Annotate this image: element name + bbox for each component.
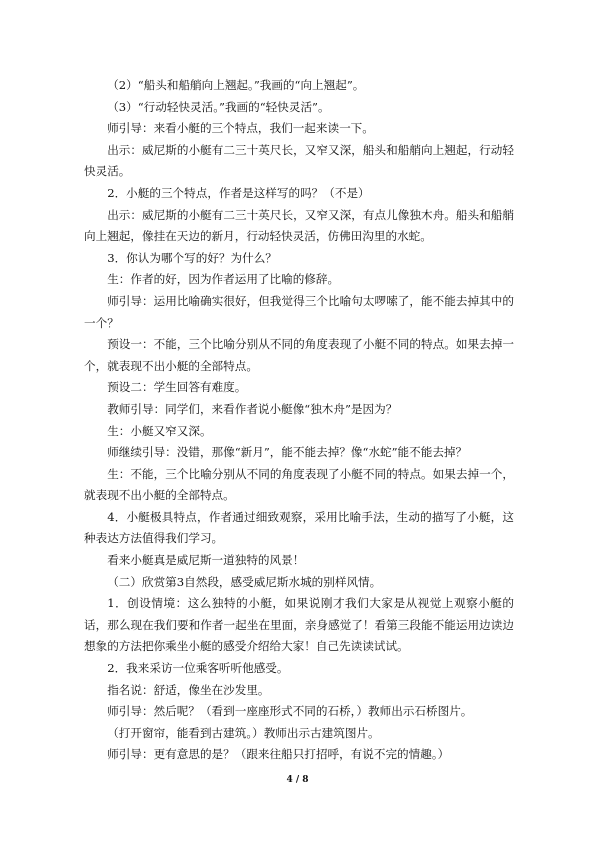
paragraph: （3）“行动轻快灵活。”我画的“轻快灵活”。 [107,99,330,114]
paragraph: 师继续引导：没错，那像“新月”，能不能去掉？像“水蛇”能不能去掉？ [107,445,468,460]
paragraph: 预设二：学生回答有难度。 [107,380,247,395]
page-number: 4 / 8 [286,775,309,785]
paragraph: 看来小艇真是威尼斯一道独特的风景！ [107,553,305,568]
paragraph: 师引导：运用比喻确实很好，但我觉得三个比喻句太啰嗦了，能不能去掉其中的一个？ [84,293,514,330]
paragraph: 3．你认为哪个写的好？为什么？ [107,250,277,265]
section-heading: （二）欣赏第3自然段，感受威尼斯水城的别样风情。 [107,574,382,589]
paragraph: 预设一：不能，三个比喻分别从不同的角度表现了小艇不同的特点。如果去掉一个，就表现不出小艇的全部特点。 [84,337,514,373]
page-body [84,75,514,766]
paragraph: 指名说：舒适，像坐在沙发里。 [107,682,270,697]
paragraph: 4．小艇极具特点，作者通过细致观察，采用比喻手法，生动的描写了小艇，这种表达方法值得我们学习。 [84,509,514,546]
paragraph: 师引导：更有意思的是？（跟来往船只打招呼，有说不完的情趣。） [107,747,450,762]
paragraph: 生：不能，三个比喻分别从不同的角度表现了小艇不同的特点。如果去掉一个，就表现不出小艇的全部特点。 [84,466,514,503]
paragraph: 生：小艇又窄又深。 [107,423,212,438]
paragraph: 1．创设情境：这么独特的小艇，如果说刚才我们大家是从视觉上观察小艇的话，那么现在我们要和作者一起坐在里面，亲身感觉了！看第三段能不能运用边读边想象的方法把你乘坐小艇的感受介绍给大家！自己先读读试试。 [84,596,514,654]
paragraph: （2）“船头和船艄向上翘起。”我画的“向上翘起”。 [107,78,365,92]
paragraph: 2．小艇的三个特点，作者是这样写的吗？（不是） [107,185,370,200]
paragraph: 师引导：来看小艇的三个特点，我们一起来读一下。 [107,121,374,136]
paragraph: （打开窗帘，能看到古建筑。）教师出示古建筑图片。 [107,725,380,740]
paragraph: 出示：威尼斯的小艇有二三十英尺长，又窄又深，船头和船艄向上翘起，行动轻快灵活。 [84,142,514,179]
paragraph: 2．我来采访一位乘客听听他感受。 [107,661,289,676]
paragraph: 生：作者的好，因为作者运用了比喻的修辞。 [107,272,340,287]
paragraph: 教师引导：同学们，来看作者说小艇像“独木舟”是因为？ [107,401,398,416]
paragraph: 师引导：然后呢？（看到一座座形式不同的石桥，）教师出示石桥图片。 [107,704,473,719]
paragraph: 出示：威尼斯的小艇有二三十英尺长，又窄又深，有点儿像独木舟。船头和船艄向上翘起，像挂在天边的新月，行动轻快灵活，仿佛田沟里的水蛇。 [84,207,514,244]
